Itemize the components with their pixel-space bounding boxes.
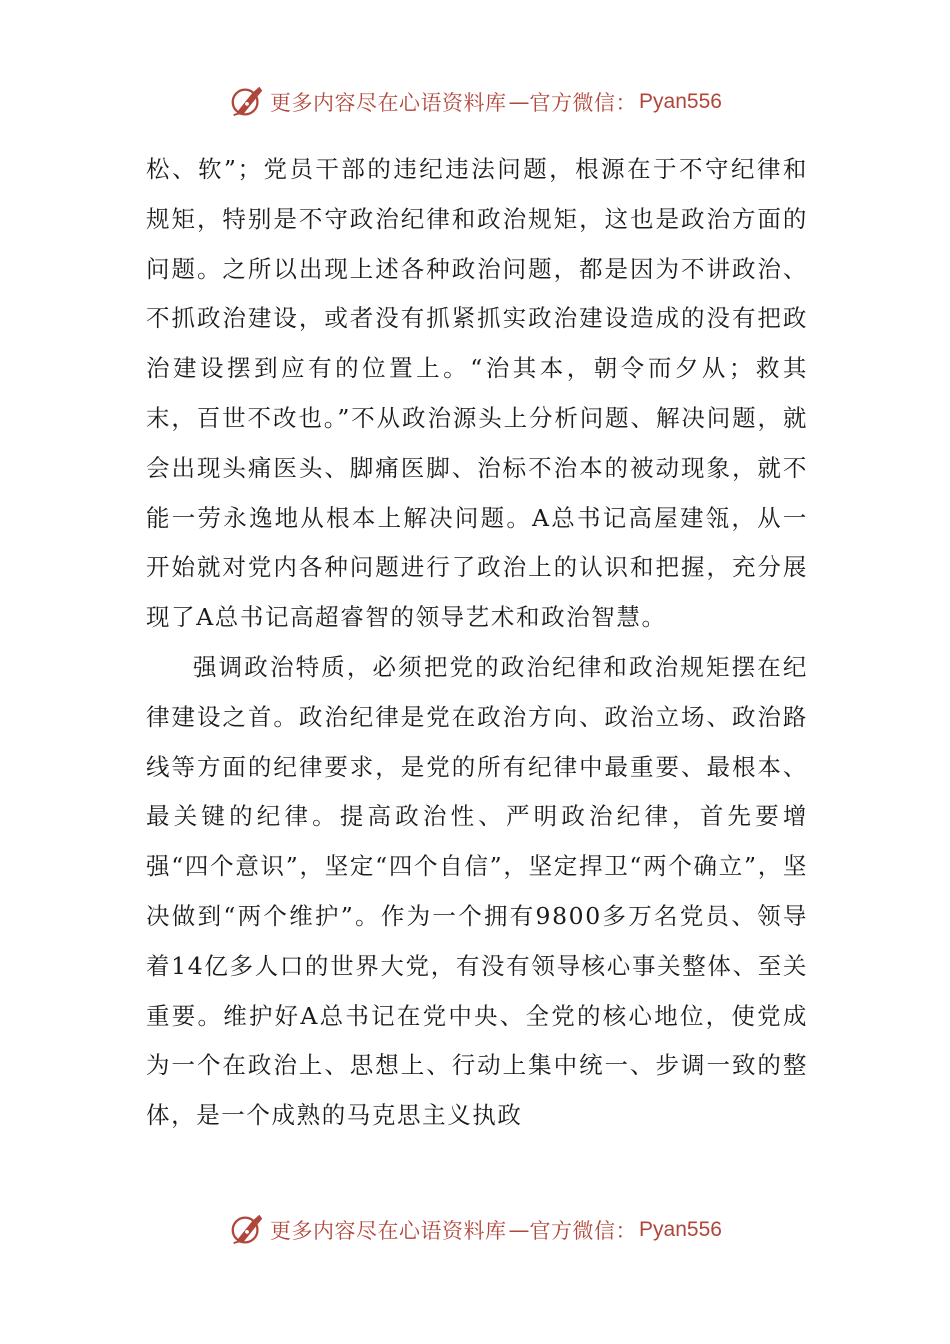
header-watermark-banner (0, 82, 950, 122)
watermark-label: 官方微信： (529, 91, 638, 115)
watermark-text: 更多内容尽在心语资料库 (270, 91, 507, 115)
document-body (146, 145, 808, 1141)
pen-nib-logo-icon (228, 1211, 266, 1249)
watermark-separator: — (508, 90, 530, 114)
paragraph-continued: 松、软”；党员干部的违纪违法问题，根源在于不守纪律和规矩，特别是不守政治纪律和政治规矩，这也是政治方面的问题。之所以出现上述各种政治问题，都是因为不讲政治、不抓政治建设，或者没有抓紧抓实政治建设造成的没有把政治建设摆到应有的位置上。“治其本，朝令而夕从；救其末，百世不改也。”不从政治源头上分析问题、解决问题，就会出现头痛医头、脚痛医脚、治标不治本的被动现象，就不能一劳永逸地从根本上解决问题。A总书记高屋建瓴，从一开始就对党内各种问题进行了政治上的认识和把握，充分展现了A总书记高超睿智的领导艺术和政治智慧。 (146, 155, 808, 632)
pen-nib-logo-icon (228, 83, 266, 121)
paragraph: 强调政治特质，必须把党的政治纪律和政治规矩摆在纪律建设之首。政治纪律是党在政治方向、政治立场、政治路线等方面的纪律要求，是党的所有纪律中最重要、最根本、最关键的纪律。提高政治性、严明政治纪律，首先要增强“四个意识”，坚定“四个自信”，坚定捍卫“两个确立”，坚决做到“两个维护”。作为一个拥有9800多万名党员、领导着14亿多人口的世界大党，有没有领导核心事关整体、至关重要。维护好A总书记在党中央、全党的核心地位，使党成为一个在政治上、思想上、行动上集中统一、步调一致的整体，是一个成熟的马克思主义执政 (146, 652, 808, 1130)
watermark-label: 官方微信： (529, 1219, 638, 1243)
watermark-separator: — (508, 1218, 530, 1242)
wechat-id: Pyan556 (639, 90, 722, 113)
footer-watermark-banner (0, 1210, 950, 1250)
watermark-text: 更多内容尽在心语资料库 (270, 1219, 507, 1243)
wechat-id: Pyan556 (639, 1218, 722, 1241)
